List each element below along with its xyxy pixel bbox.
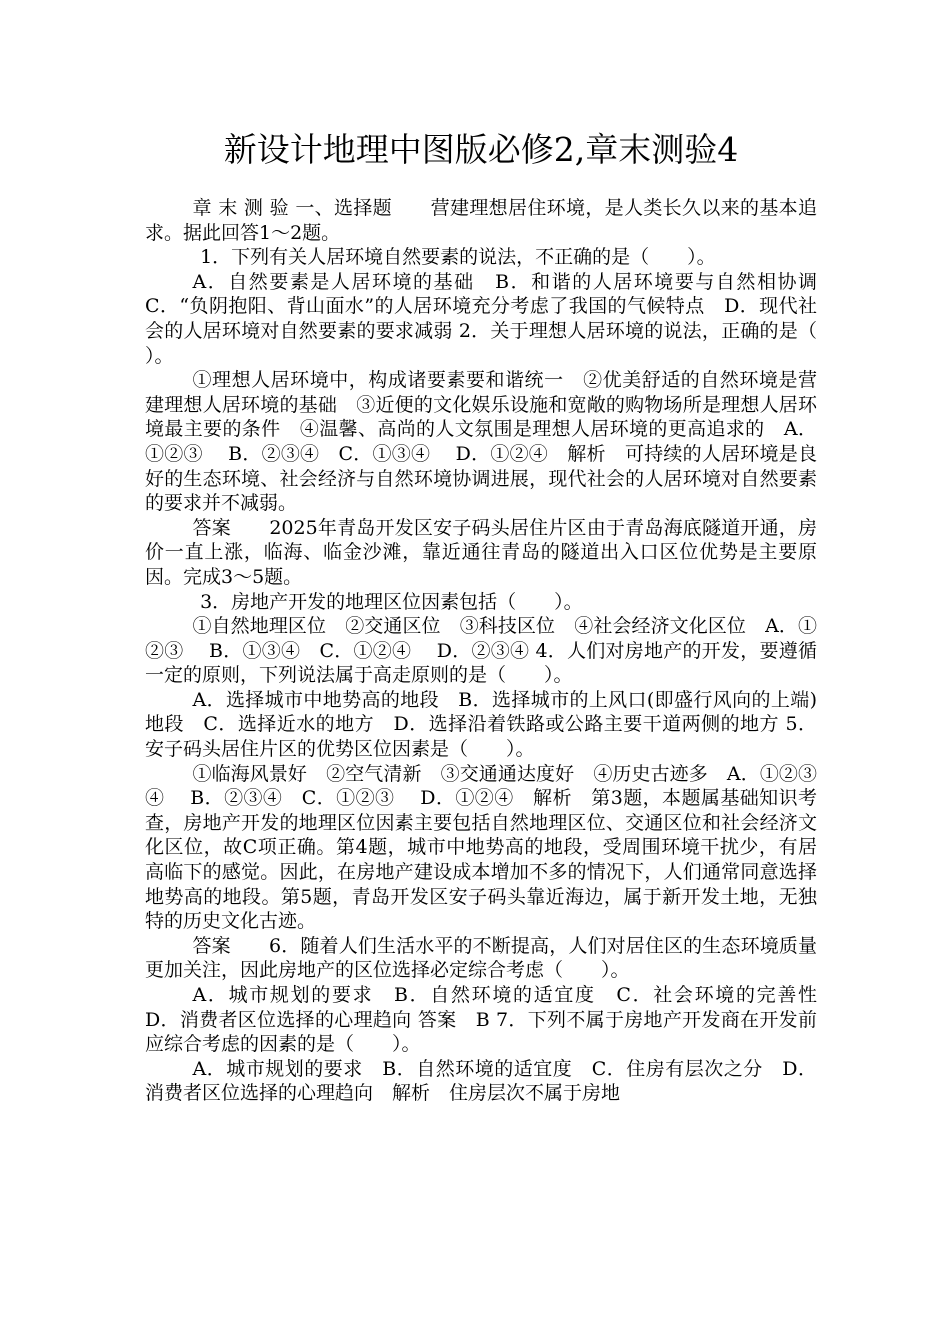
answer-intro-3-5: 答案 2025年青岛开发区安子码头居住片区由于青岛海底隧道开通，房价一直上涨，临海、临金沙滩，靠近通往青岛的隧道出入口区位优势是主要原因。完成3～5题。 bbox=[145, 516, 817, 588]
question-4-options: A．选择城市中地势高的地段 B．选择城市的上风口(即盛行风向的上端)地段 C．选择近水的地方 D．选择沿着铁路或公路主要干道两侧的地方 5．安子码头居住片区的优势区位因素是（ ）。 bbox=[145, 688, 817, 761]
document-title: 新设计地理中图版必修2,章末测验4 bbox=[223, 130, 739, 169]
paragraph-intro: 章 末 测 验 一、选择题 营建理想居住环境，是人类长久以来的基本追求。据此回答1～2题。 bbox=[145, 197, 817, 244]
document-page bbox=[145, 128, 856, 1106]
question-3: 3．房地产开发的地理区位因素包括（ ）。 bbox=[200, 590, 583, 613]
question-3-options: ①自然地理区位 ②交通区位 ③科技区位 ④社会经济文化区位 A．①②③ B．①③④ C．①②④ D．②③④ 4．人们对房地产的开发，要遵循一定的原则，下列说法属于高走原则的是（ ）。 bbox=[145, 615, 817, 687]
question-6-options: A．城市规划的要求 B．自然环境的适宜度 C．社会环境的完善性 D．消费者区位选择的心理趋向 答案 B 7．下列不属于房地产开发商在开发前应综合考虑的因素的是（ ）。 bbox=[145, 984, 837, 1056]
question-1: 1．下列有关人居环境自然要素的说法，不正确的是（ ）。 bbox=[200, 246, 716, 269]
question-1-options: A．自然要素是人居环境的基础 B．和谐的人居环境要与自然相协调 C．“负阴抱阳、背山面水”的人居环境充分考虑了我国的气候特点 D．现代社会的人居环境对自然要素的要求减弱 2．关于理想人居环境的说法，正确的是（ ）。 bbox=[145, 270, 856, 367]
question-2-options: ①理想人居环境中，构成诸要素要和谐统一 ②优美舒适的自然环境是营建理想人居环境的基础 ③近便的文化娱乐设施和宽敞的购物场所是理想人居环境最主要的条件 ④温馨、高尚的人文氛围是理想人居环境的更高追求的 A．①②③ B．②③④ C．①③④ D．①②④ 解析 可持续的人居环境是良好的生态环境、社会经济与自然环境协调进展，现代社会的人居环境对自然要素的要求并不减弱。 bbox=[145, 369, 817, 515]
question-6: 答案 6．随着人们生活水平的不断提高，人们对居住区的生态环境质量更加关注，因此房地产的区位选择必定综合考虑（ ）。 bbox=[145, 934, 817, 982]
question-7-options: A．城市规划的要求 B．自然环境的适宜度 C．住房有层次之分 D．消费者区位选择的心理趋向 解析 住房层次不属于房地 bbox=[145, 1057, 817, 1105]
question-5-options: ①临海风景好 ②空气清新 ③交通通达度好 ④历史古迹多 A．①②③④ B．②③④ C．①②③ D．①②④ 解析 第3题，本题属基础知识考查，房地产开发的地理区位因素主要包括自然地理区位、交通区位和社会经济文化区位，故C项正确。第4题，城市中地势高的地段，受周围环境干扰少，有居高临下的感觉。因此，在房地产建设成本增加不多的情况下，人们通常同意选择地势高的地段。第5题，青岛开发区安子码头靠近海边，属于新开发土地，无独特的历史文化古迹。 bbox=[145, 762, 817, 933]
